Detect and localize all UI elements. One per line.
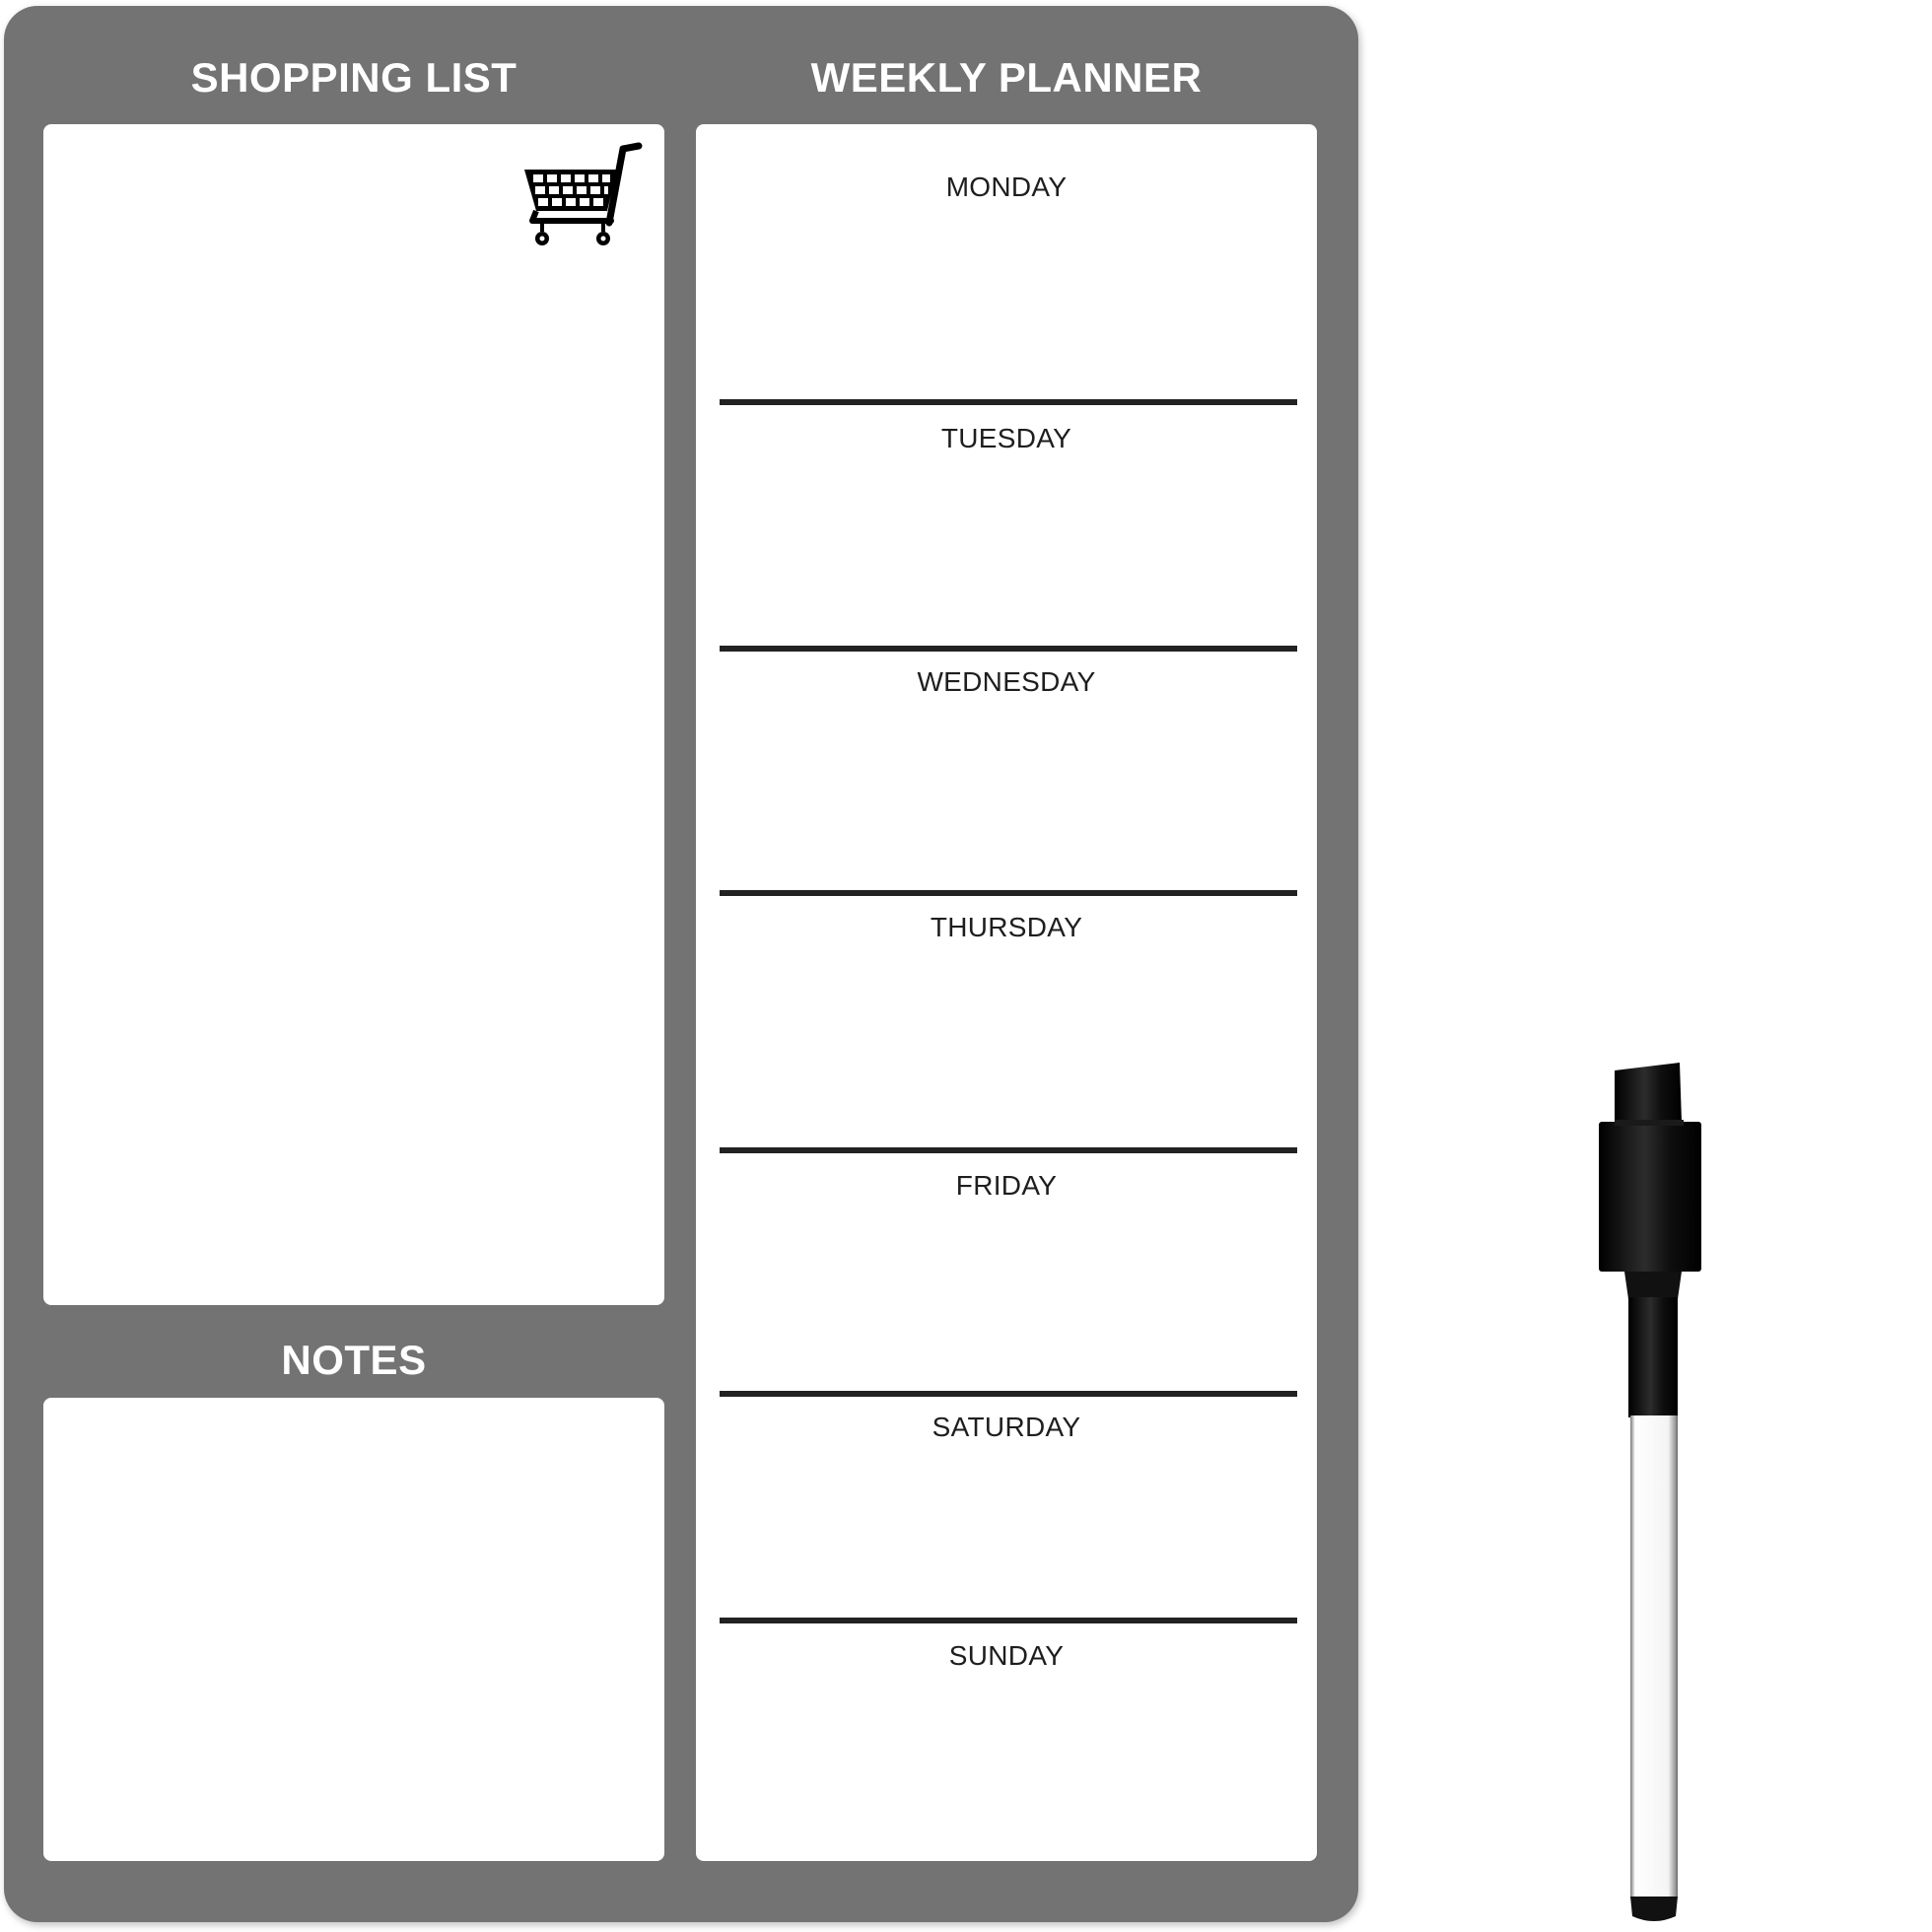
notes-area[interactable] bbox=[43, 1398, 664, 1861]
day-label-monday: MONDAY bbox=[945, 172, 1068, 202]
day-label-saturday: SATURDAY bbox=[932, 1412, 1081, 1442]
day-divider bbox=[720, 1618, 1297, 1623]
shopping-list-area[interactable] bbox=[43, 124, 664, 1305]
shopping-cart-icon bbox=[520, 142, 643, 254]
day-divider bbox=[720, 646, 1297, 652]
day-label-tuesday: TUESDAY bbox=[940, 423, 1072, 453]
day-divider bbox=[720, 1147, 1297, 1153]
day-label-friday: FRIDAY bbox=[955, 1170, 1058, 1201]
weekly-planner-heading: WEEKLY PLANNER bbox=[810, 54, 1203, 101]
weekly-planner-area[interactable] bbox=[696, 124, 1317, 1861]
shopping-list-heading: SHOPPING LIST bbox=[190, 54, 518, 101]
notes-heading: NOTES bbox=[281, 1337, 427, 1383]
day-label-wednesday: WEDNESDAY bbox=[917, 666, 1096, 697]
day-divider bbox=[720, 399, 1297, 405]
day-label-sunday: SUNDAY bbox=[948, 1640, 1065, 1671]
day-label-thursday: THURSDAY bbox=[930, 912, 1083, 942]
dry-erase-marker bbox=[1595, 1063, 1705, 1924]
day-divider bbox=[720, 1391, 1297, 1397]
day-divider bbox=[720, 890, 1297, 896]
